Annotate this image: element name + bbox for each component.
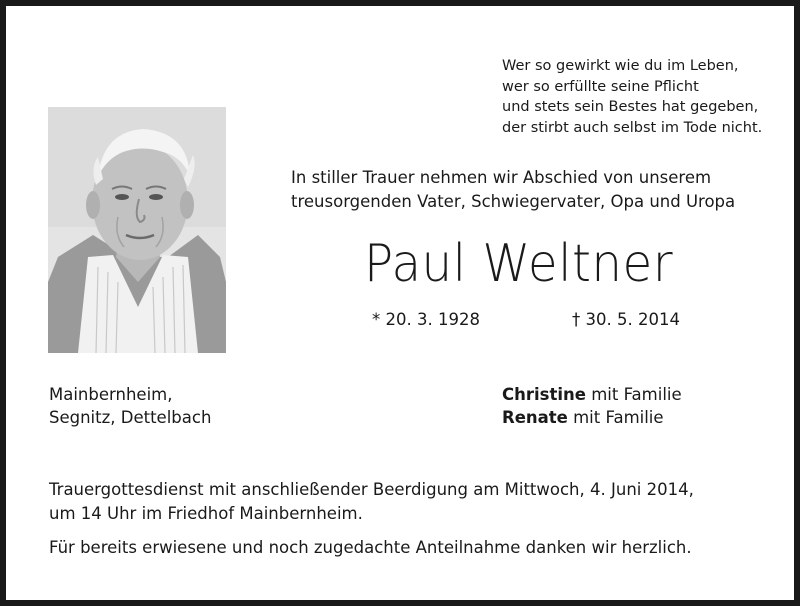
portrait-photo [48,107,226,353]
service-line: Trauergottesdienst mit anschließender Beerdigung am Mittwoch, 4. Juni 2014, [49,480,694,499]
poem-line: wer so erfüllte seine Pflicht [502,78,699,95]
poem-line: der stirbt auch selbst im Tode nicht. [502,119,763,136]
mourner-line [502,406,682,429]
mourner-suffix: mit Familie [585,385,682,404]
place-line: Mainbernheim, [49,385,173,404]
deceased-name: Paul Weltner [364,234,674,294]
poem-line: und stets sein Bestes hat gegeben, [502,99,759,115]
funeral-service-info [49,478,694,526]
intro-text [291,166,771,214]
birth-date: * 20. 3. 1928 [372,310,480,329]
place-line: Segnitz, Dettelbach [49,408,212,427]
portrait-image [48,107,226,353]
mourner-line [502,383,682,406]
death-date: † 30. 5. 2014 [572,310,680,329]
intro-line: treusorgenden Vater, Schwiegervater, Opa und Uropa [291,192,736,211]
thanks-text: Für bereits erwiesene und noch zugedachte Anteilnahme danken wir herzlich. [49,538,692,557]
mourner-name: Christine [502,385,586,404]
poem-line: Wer so gewirkt wie du im Leben, [502,58,739,74]
places-block [49,383,211,429]
service-line: um 14 Uhr im Friedhof Mainbernheim. [49,504,363,523]
mourners-block [502,383,682,429]
mourner-name: Renate [502,408,568,427]
intro-line: In stiller Trauer nehmen wir Abschied von unserem [291,168,712,187]
mourner-suffix: mit Familie [567,408,664,427]
memorial-poem [502,56,782,138]
